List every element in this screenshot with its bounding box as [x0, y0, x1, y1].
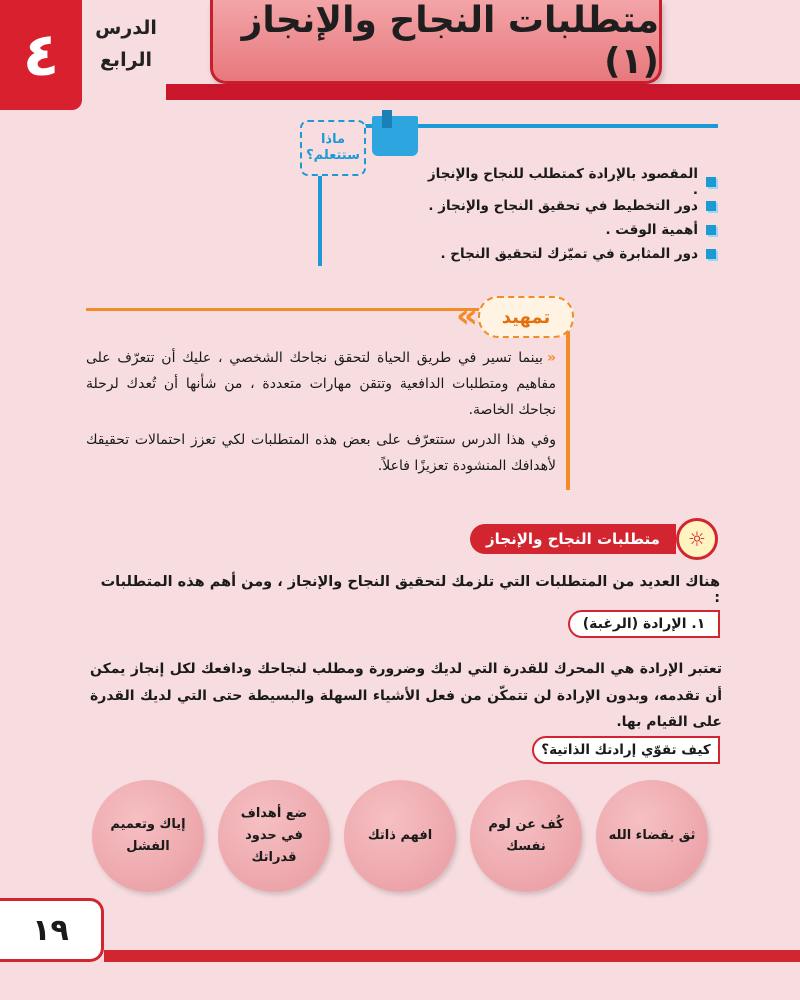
learn-badge [300, 120, 366, 176]
tip-circle-1: ثق بقضاء الله [596, 780, 708, 892]
square-bullet-icon [706, 177, 716, 187]
lesson-number: ٤ [22, 20, 60, 90]
double-chevron-icon: « [456, 296, 478, 336]
list-item: دور التخطيط في تحقيق النجاح والإنجاز . [420, 194, 716, 218]
tip-circle-4: ضع أهداف في حدود قدراتك [218, 780, 330, 892]
lesson-label [86, 12, 166, 77]
intro-text [86, 346, 556, 483]
lightbulb-icon: ☼ [676, 518, 718, 560]
lesson-label-line2: الرابع [99, 49, 153, 72]
header-divider [166, 84, 800, 100]
square-bullet-icon [706, 225, 716, 235]
lesson-number-badge [0, 0, 82, 110]
strengthen-question: كيف تقوّي إرادتك الذاتية؟ [532, 736, 720, 764]
tip-circle-2: كُف عن لوم نفسك [470, 780, 582, 892]
intro-paragraph-2: وفي هذا الدرس ستتعرّف على بعض هذه المتطلبات لكي تعزز احتمالات تحقيقك لأهدافك المنشودة تعزيزًا فاعلاً. [86, 431, 556, 474]
section-title: متطلبات النجاح والإنجاز [470, 524, 676, 554]
intro-divider-horizontal [86, 308, 482, 311]
list-item: المقصود بالإرادة كمتطلب للنجاح والإنجاز . [420, 170, 716, 194]
square-bullet-icon [706, 249, 716, 259]
intro-paragraph-1: «بينما تسير في طريق الحياة لتحقق نجاحك الشخصي ، عليك أن تتعرّف على مفاهيم ومتطلبات الدافعية وتتقن مهارات متعددة ، من شأنها أن تُعدك لرحلة نجاحك الخاصة. [86, 350, 556, 418]
lesson-label-line1: الدرس [95, 17, 157, 39]
tip-circle-5: إياك وتعميم الفشل [92, 780, 204, 892]
will-heading: ١. الإرادة (الرغبة) [568, 610, 720, 638]
square-bullet-icon [706, 201, 716, 211]
page-title: متطلبات النجاح والإنجاز (١) [210, 0, 662, 84]
will-text: تعتبر الإرادة هي المحرك للقدرة التي لديك وضرورة ومطلب لنجاحك ودافعك لكل إنجاز يمكن أن تقدمه، وبدون الإرادة لن تتمكّن من فعل الأشياء السهلة والبسيطة حتى التي لديك القدرة على القيام بها. [90, 661, 722, 731]
intro-badge: تمهيد [478, 296, 574, 338]
footer-divider [104, 950, 800, 962]
book-icon [372, 116, 418, 156]
chevron-icon: « [546, 350, 556, 366]
page-number: ١٩ [0, 898, 104, 962]
learn-badge-line1: ماذا [320, 132, 346, 148]
intro-divider-vertical [566, 330, 570, 490]
learn-badge-line2: ستتعلم؟ [306, 148, 360, 163]
tip-circle-3: افهم ذاتك [344, 780, 456, 892]
learn-list [420, 166, 716, 266]
list-item: أهمية الوقت . [420, 218, 716, 242]
list-item: دور المثابرة في تميّزك لتحقيق النجاح . [420, 242, 716, 266]
section-intro: هناك العديد من المتطلبات التي تلزمك لتحقيق النجاح والإنجاز ، ومن أهم هذه المتطلبات : [100, 574, 720, 606]
